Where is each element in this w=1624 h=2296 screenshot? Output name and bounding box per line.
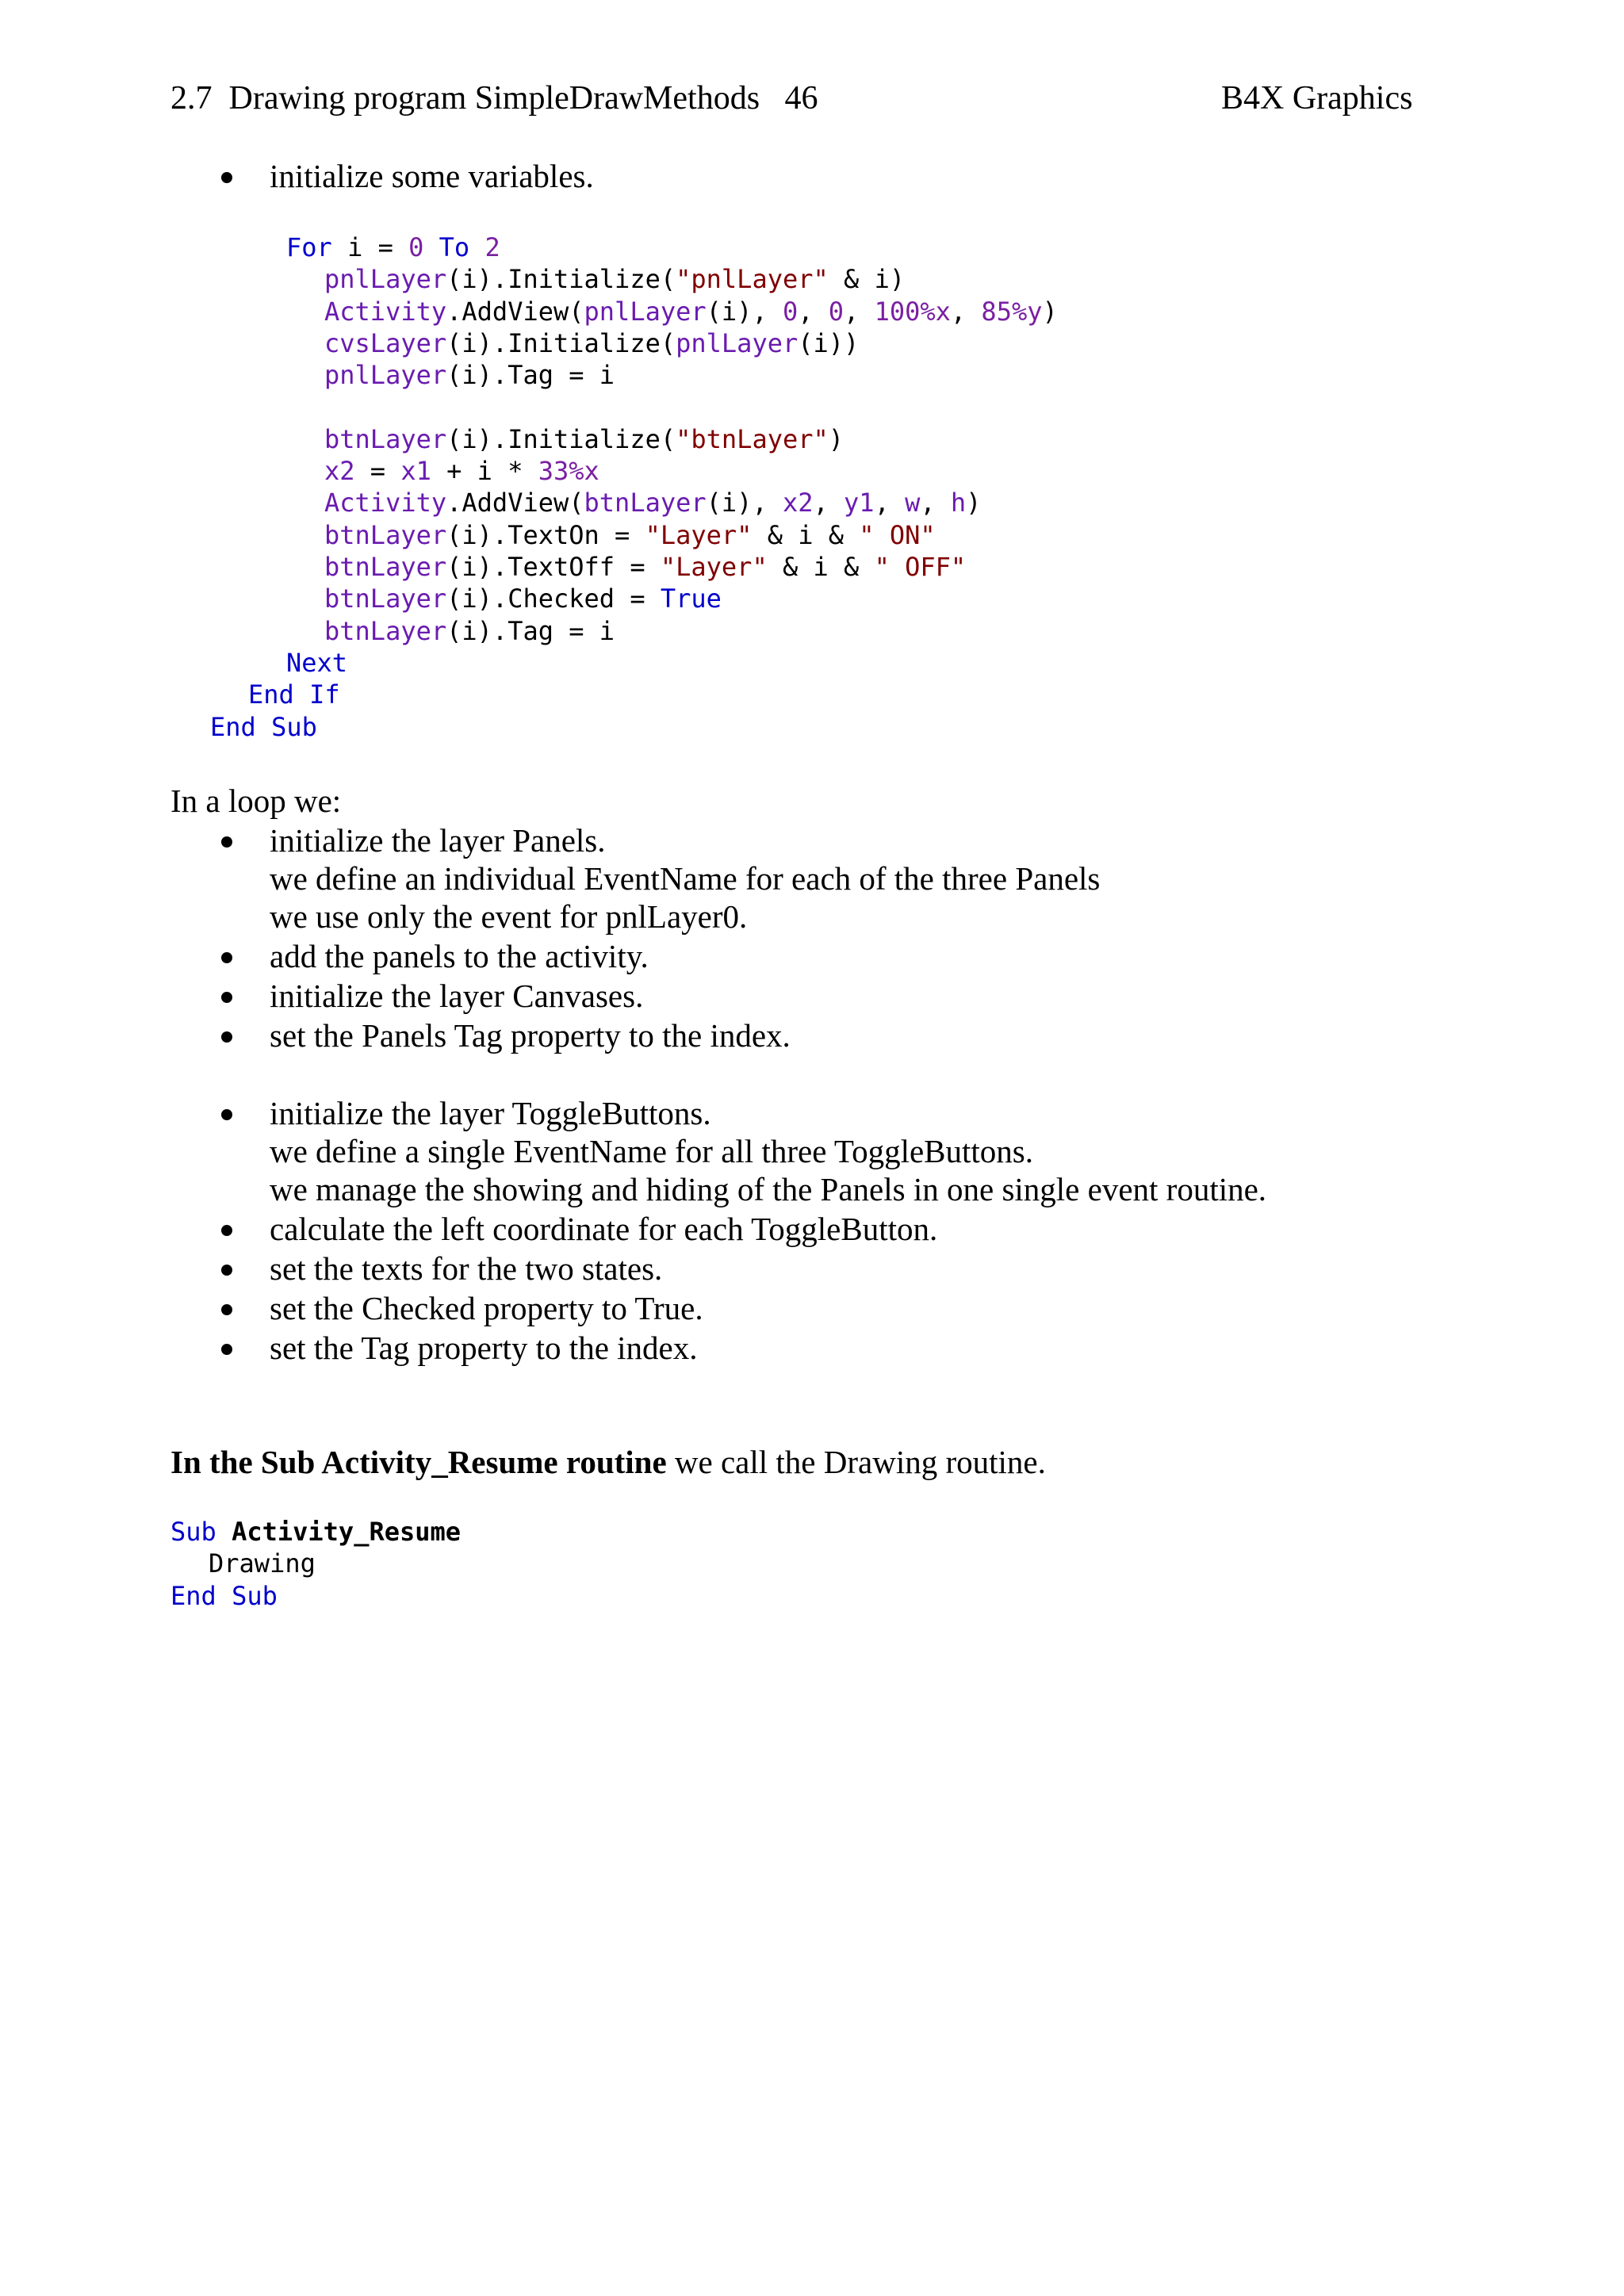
code-line (324, 615, 615, 647)
code-token: ) (1042, 296, 1058, 327)
code-line (286, 232, 500, 263)
code-token: (i).Tag = i (446, 360, 615, 391)
code-token: btnLayer (324, 584, 447, 614)
loop-intro: In a loop we: (170, 783, 342, 819)
bullet-text: set the Panels Tag property to the index. (270, 1017, 791, 1054)
code-token: " ON" (859, 519, 936, 550)
bullet-icon (221, 1265, 232, 1276)
code-token: btnLayer (324, 519, 447, 550)
code-token: To (439, 232, 470, 262)
bullet-text: initialize the layer Panels. (270, 822, 606, 859)
code-token: btnLayer (584, 488, 707, 519)
code-token: , (844, 296, 875, 327)
code-token: "btnLayer" (676, 423, 829, 454)
code-token: & i & (767, 552, 875, 582)
code-token: ) (966, 488, 982, 519)
bullet-text: initialize the layer Canvases. (270, 978, 644, 1014)
code-line (324, 519, 936, 551)
code-token: pnlLayer (676, 327, 799, 358)
code-token: w (905, 488, 921, 519)
code-token: 0 (828, 296, 845, 327)
code-token: " OFF" (874, 552, 967, 582)
code-token: & i) (828, 264, 906, 295)
code-line (324, 455, 599, 487)
code-token: pnlLayer (324, 360, 447, 391)
code-token: btnLayer (324, 552, 447, 582)
code-token: "pnlLayer" (676, 264, 829, 295)
code-token: Activity (324, 488, 447, 519)
code-token: & i & (752, 519, 860, 550)
code-token: 0 (408, 232, 424, 262)
page-header-right: B4X Graphics (1221, 80, 1413, 117)
bullet-text: initialize the layer ToggleButtons. (270, 1095, 711, 1131)
bullet-icon (221, 1304, 232, 1315)
code-line (170, 1516, 461, 1548)
code-token: (i)) (798, 327, 860, 358)
code-token: True (660, 584, 722, 614)
code-token: y1 (844, 488, 875, 519)
code-token: (i).Initialize( (446, 264, 676, 295)
code-token: Activity (324, 296, 447, 327)
code-token: Next (286, 647, 348, 678)
code-token: i = (331, 232, 409, 262)
code-token: = (354, 456, 401, 487)
code-token (469, 232, 485, 262)
code-line (324, 327, 859, 359)
code-token (216, 1517, 232, 1547)
code-token: Activity_Resume (232, 1517, 462, 1547)
code-token: Drawing (209, 1548, 316, 1579)
bullet-continuation: we use only the event for pnlLayer0. (270, 898, 748, 935)
code-token: pnlLayer (584, 296, 707, 327)
code-token: ) (828, 423, 845, 454)
code-token: 85%y (981, 296, 1043, 327)
code-line (248, 679, 340, 710)
code-token: pnlLayer (324, 264, 447, 295)
code-line (170, 1580, 278, 1612)
code-line (324, 487, 981, 519)
code-token: (i).TextOff = (446, 552, 661, 582)
bullet-text: set the texts for the two states. (270, 1250, 663, 1287)
resume-bold-text: In the Sub Activity_Resume routine (170, 1444, 667, 1480)
code-token: 2 (485, 232, 500, 262)
code-token: End Sub (210, 711, 317, 742)
code-token: (i), (706, 296, 783, 327)
code-token: End Sub (170, 1580, 278, 1611)
code-line (324, 296, 1058, 327)
code-token: cvsLayer (324, 327, 447, 358)
code-token: Sub (170, 1517, 216, 1547)
code-token (423, 232, 439, 262)
code-token: (i).TextOn = (446, 519, 645, 550)
code-token: .AddView( (446, 488, 584, 519)
bullet-icon (221, 952, 232, 963)
code-token: 0 (782, 296, 799, 327)
code-token: , (813, 488, 845, 519)
bullet-icon (221, 172, 232, 183)
bullet-text: set the Tag property to the index. (270, 1330, 698, 1366)
bullet-continuation: we define an individual EventName for each of the three Panels (270, 860, 1101, 897)
code-line (286, 647, 347, 679)
code-token: 33%x (538, 456, 599, 487)
code-token: x1 (400, 456, 431, 487)
bullet-text: initialize some variables. (270, 158, 594, 194)
code-token: "Layer" (645, 519, 753, 550)
code-token: , (920, 488, 951, 519)
code-token: (i).Initialize( (446, 423, 676, 454)
code-line (324, 423, 844, 455)
code-token: "Layer" (660, 552, 768, 582)
bullet-icon (221, 1225, 232, 1236)
code-token: (i).Initialize( (446, 327, 676, 358)
code-line (324, 263, 905, 295)
bullet-text: add the panels to the activity. (270, 938, 649, 974)
bullet-icon (221, 1344, 232, 1355)
code-token: (i).Checked = (446, 584, 661, 614)
code-line (324, 359, 615, 391)
bullet-continuation: we define a single EventName for all three ToggleButtons. (270, 1133, 1033, 1169)
bullet-icon (221, 992, 232, 1003)
code-token: x2 (324, 456, 355, 487)
code-token: 100%x (874, 296, 951, 327)
code-token: (i).Tag = i (446, 615, 615, 646)
bullet-text: calculate the left coordinate for each ToggleButton. (270, 1211, 938, 1247)
code-token: , (798, 296, 829, 327)
code-token: btnLayer (324, 615, 447, 646)
code-token: btnLayer (324, 423, 447, 454)
code-token: For (286, 232, 332, 262)
code-token: x2 (782, 488, 814, 519)
code-token: End If (248, 679, 340, 710)
bullet-icon (221, 1031, 232, 1043)
bullet-icon (221, 1109, 232, 1120)
code-token: .AddView( (446, 296, 584, 327)
code-line (324, 551, 966, 583)
resume-rest-text: we call the Drawing routine. (666, 1444, 1046, 1480)
code-token: , (950, 296, 982, 327)
bullet-continuation: we manage the showing and hiding of the Panels in one single event routine. (270, 1171, 1267, 1207)
bullet-text: set the Checked property to True. (270, 1290, 703, 1326)
bullet-icon (221, 836, 232, 848)
code-token: + i * (431, 456, 538, 487)
code-line (324, 583, 722, 614)
code-token: (i), (706, 488, 783, 519)
code-line (209, 1548, 316, 1579)
code-token: h (950, 488, 967, 519)
code-token: , (874, 488, 906, 519)
resume-paragraph (170, 1443, 1046, 1482)
page-header-left: 2.7 Drawing program SimpleDrawMethods 46 (170, 80, 818, 117)
code-line (210, 711, 317, 743)
